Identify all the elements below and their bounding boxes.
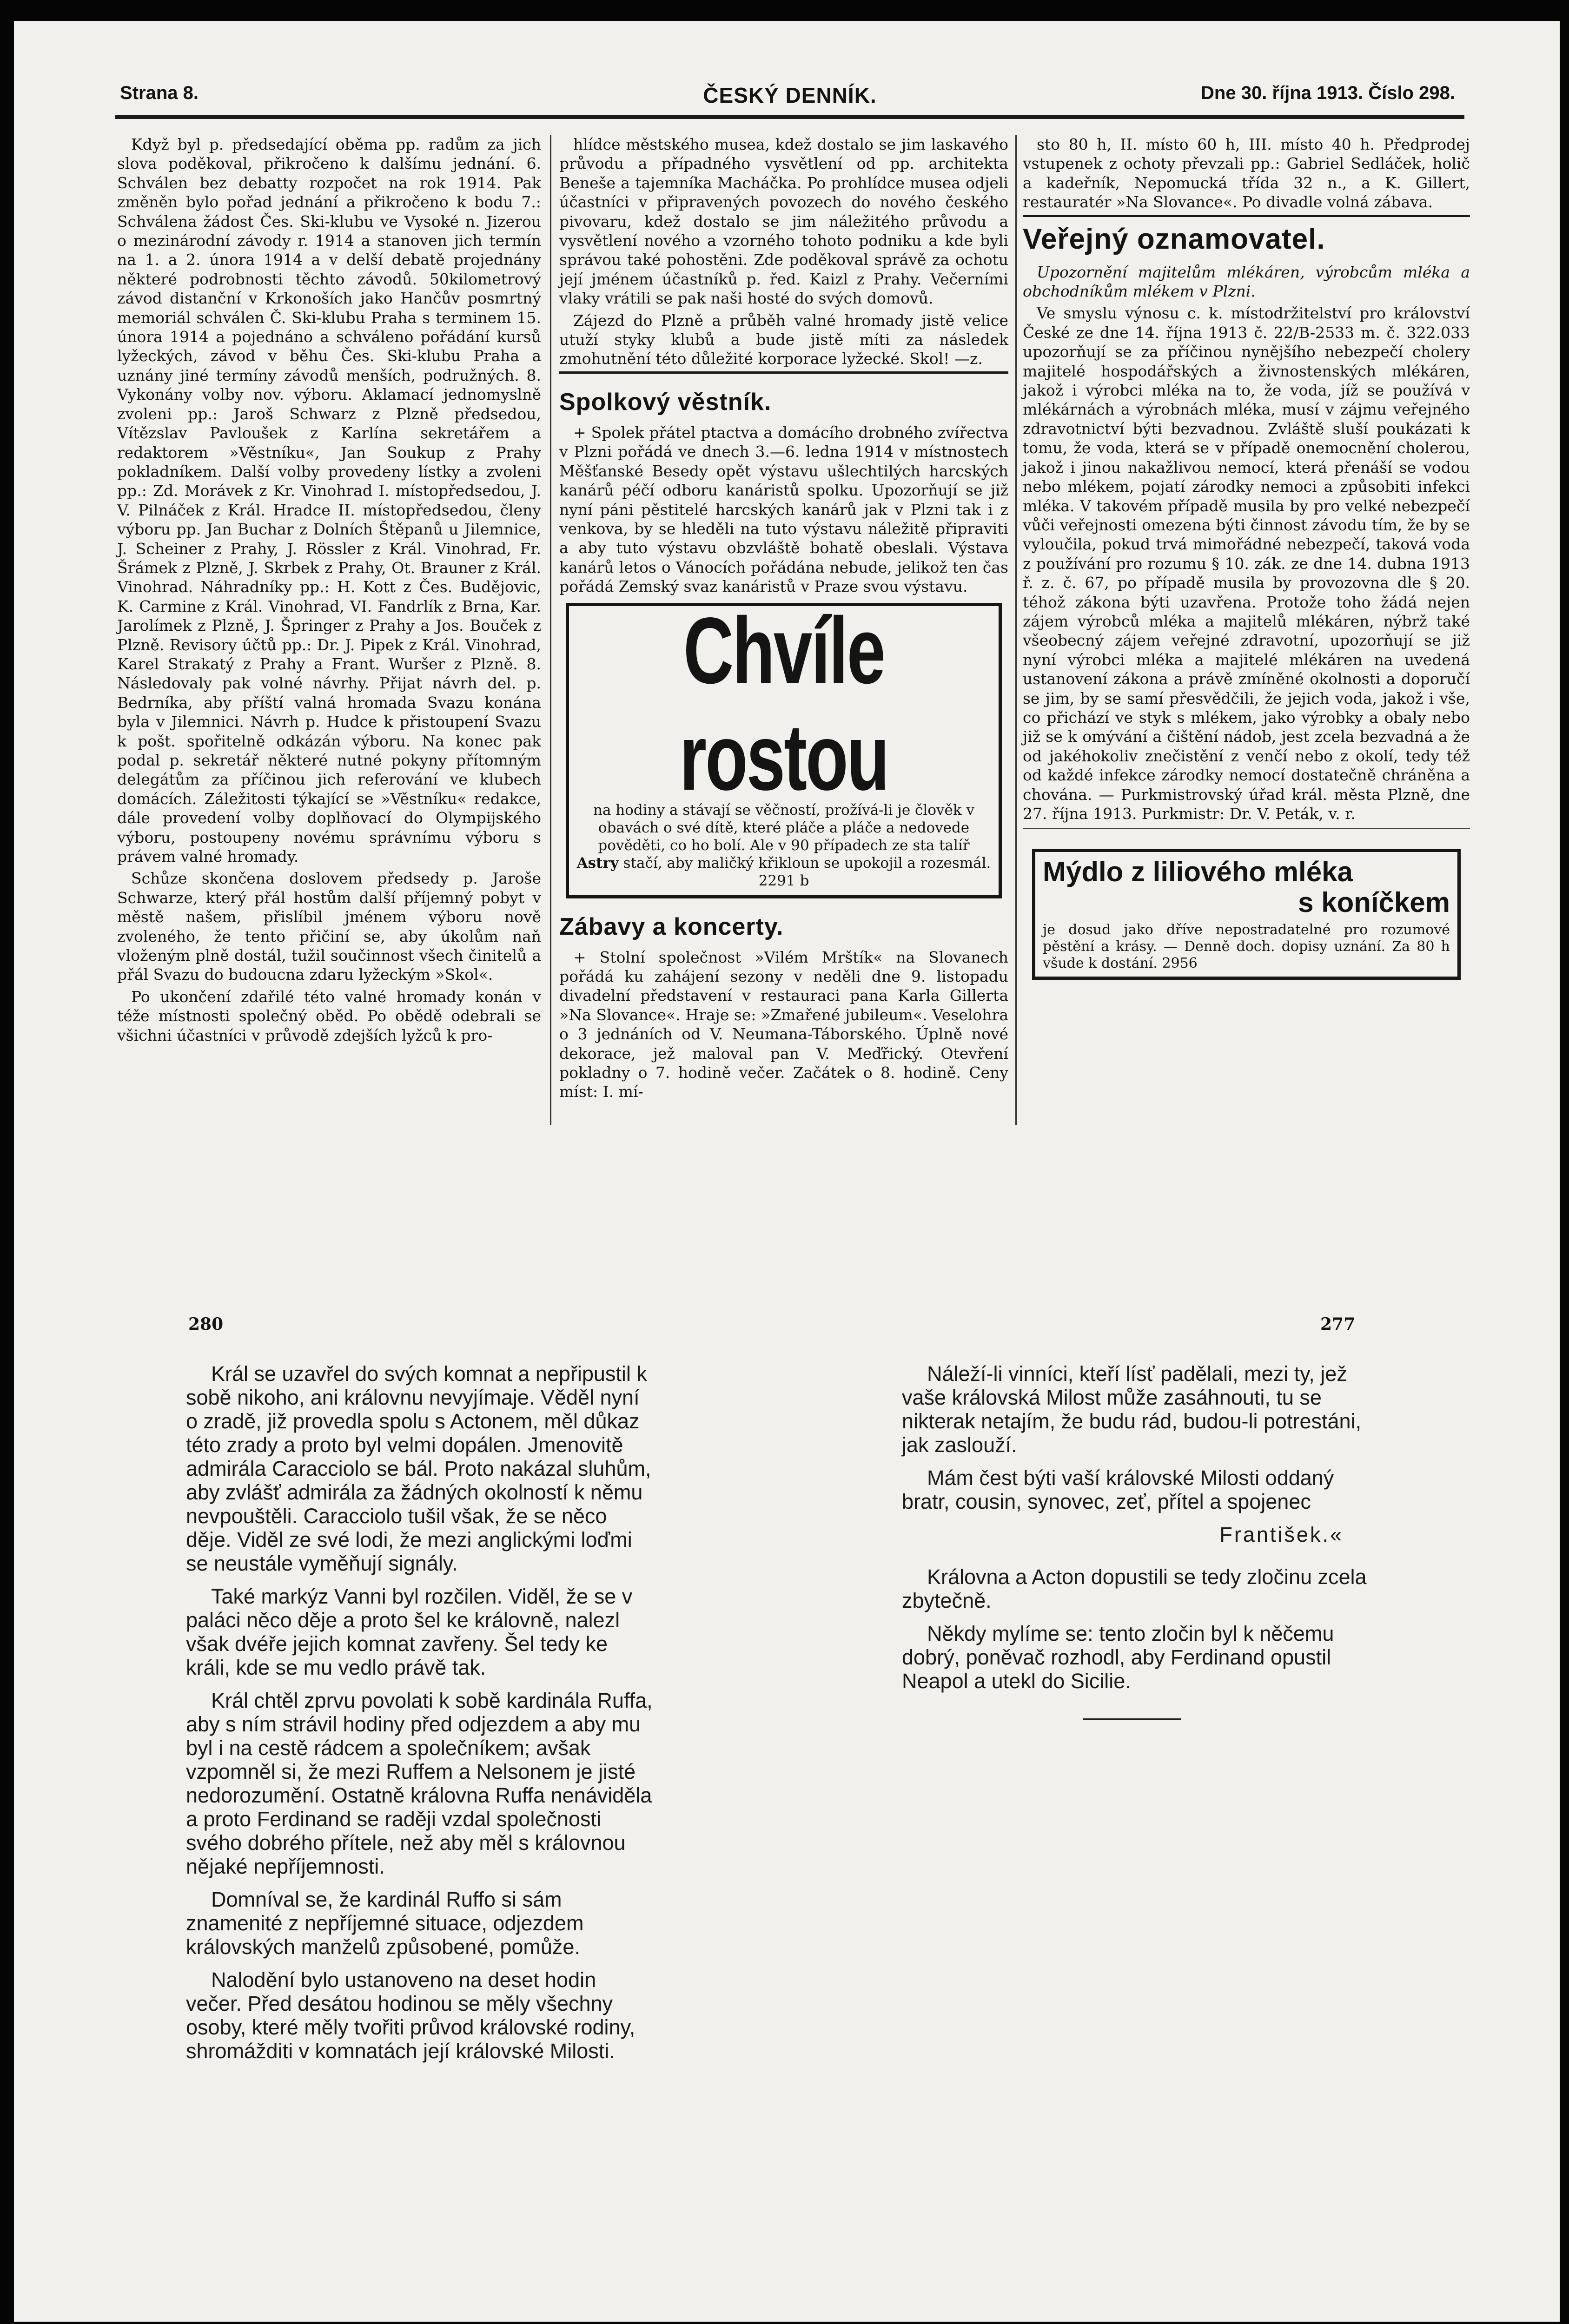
ad-brand: Astry bbox=[576, 854, 619, 872]
article-column-2 bbox=[559, 135, 1008, 1104]
chapter-end-rule bbox=[1083, 1718, 1181, 1720]
book-paragraph: Král chtěl zprvu povolati k sobě kardinála Ruffa, aby s ním strávil hodiny před odjezdem a aby mu byl i na cestě rádcem a společníkem; avšak vzpomněl si, že mezi Ruffem a Nelsonem je jisté nedorozumění. Ostatně královna Ruffa nenáviděla a proto Ferdinand se raději vzdal společnosti svého dobrého přítele, než aby měl s královnou nějaké nepříjemnosti. bbox=[186, 1689, 653, 1878]
column-divider bbox=[550, 135, 551, 1125]
section-rule bbox=[1023, 828, 1470, 829]
section-title-spolkovy-vestnik: Spolkový věstník. bbox=[559, 388, 772, 416]
ad-body bbox=[576, 801, 992, 890]
article-column-3 bbox=[1023, 135, 1470, 984]
header-page-number: Strana 8. bbox=[120, 83, 199, 103]
article-paragraph: Zájezd do Plzně a průběh valné hromady jistě velice utuží styky klubů a bude jistě míti za následek zmohutnění této důležité korporace lyžecké. Skol! —z. bbox=[559, 311, 1008, 368]
article-paragraph: + Stolní společnost »Vilém Mrštík« na Slovanech pořádá ku zahájení sezony v neděli dne 9. listopadu divadelní představení v restauraci pana Karla Gillerta »Na Slovance«. Hraje se: »Zmařené jubileum«. Veselohra o 3 jednáních od V. Neumana-Táborského. Úplně nové dekorace, jež maloval pan V. Meďřický. Otevření pokladny o 7. hodině večer. Začátek o 8. hodině. Ceny míst: I. mí- bbox=[559, 948, 1008, 1101]
section-rule bbox=[559, 371, 1008, 374]
book-page-number-right: 277 bbox=[1320, 1314, 1356, 1334]
article-paragraph: Schůze skončena doslovem předsedy p. Jaroše Schwarze, který přál hostům další příjemný pobyt v městě našem, přislíbil jménem výboru nově zvoleného, že tento přičiní se, aby úkolům naň vloženým plně dostál, tužil součinnost všech činitelů a přál Svazu do budoucna zdaru lyžeckým »Skol«. bbox=[117, 869, 541, 984]
ad-code: 2956 bbox=[1162, 955, 1198, 972]
section-title-zabavy-koncerty: Zábavy a koncerty. bbox=[559, 913, 784, 940]
advertisement-mydlo bbox=[1032, 849, 1461, 980]
header-rule bbox=[115, 115, 1464, 119]
header-newspaper-title: ČESKÝ DENNÍK. bbox=[703, 83, 877, 107]
book-paragraph: Král se uzavřel do svých komnat a nepřipustil k sobě nikoho, ani královnu nevyjímaje. Věděl nyní o zradě, již provedla spolu s Actonem, měl důkaz této zrady a proto byl velmi dopálen. Jmenovitě admirála Caracciolo se bál. Proto nakázal sluhům, aby zvlášť admirála za žádných okolností k němu nevpouštěli. Caracciolo tušil však, že se něco děje. Viděl ze své lodi, že mezi anglickými loďmi se neustále vyměňují signály. bbox=[186, 1362, 651, 1575]
book-paragraph: Královna a Acton dopustili se tedy zločinu zcela zbytečně. bbox=[902, 1565, 1367, 1612]
article-paragraph: + Spolek přátel ptactva a domácího drobného zvířectva v Plzni pořádá ve dnech 3.—6. ledna 1914 v místnostech Měšťanské Besedy opět výstavu ušlechtilých harcských kanárů péčí odboru kanáristů spolku. Upozorňují se již nyní páni pěstitelé harcských kanárů jak v Plzni tak i z venkova, by se hleděli na tuto výstavu náležitě připraviti a aby tuto výstavu obzvláště bohatě obeslali. Výstava kanárů letos o Vánocích pořádána nebude, jelikož ten čas pořádá Zemský svaz kanáristů v Praze svou výstavu. bbox=[559, 423, 1008, 596]
ad-text-part: na hodiny a stávají se věčností, prožívá-li je člověk v obavách o své dítě, které pláče a pláče a nedovede pověděti, co ho bolí. Ale v 90 případech ze sta talíř bbox=[593, 801, 975, 854]
book-paragraph: Někdy mylíme se: tento zločin byl k něčemu dobrý, poněvač rozhodl, aby Ferdinand opustil Neapol a utekl do Sicilie. bbox=[902, 1622, 1334, 1693]
book-page-right bbox=[902, 1362, 1371, 1720]
book-paragraph: Také markýz Vanni byl rozčilen. Viděl, že se v paláci něco děje a proto šel ke královně, nalezl však dvéře jejich komnat zavřeny. Šel tedy ke králi, kde se mu vedlo právě tak. bbox=[186, 1585, 633, 1679]
article-paragraph: sto 80 h, II. místo 60 h, III. místo 40 h. Předprodej vstupenek z ochoty převzali pp.: Gabriel Sedláček, holič a kadeřník, Nepomucká třída 32 n., a K. Gillert, restauratér »Na Slovance«. Po divadle volná zábava. bbox=[1023, 135, 1470, 211]
book-paragraph: Domníval se, že kardinál Ruffo si sám znamenité z nepříjemné situace, odjezdem královských manželů způsobené, pomůže. bbox=[186, 1888, 584, 1959]
letter-signature: František.« bbox=[1219, 1523, 1344, 1546]
book-paragraph: Mám čest býti vaší královské Milosti oddaný bratr, cousin, synovec, zeť, přítel a spojenec bbox=[902, 1466, 1334, 1513]
book-paragraph: Náleží-li vinníci, kteří lísť padělali, mezi ty, jež vaše královská Milost může zasáhnouti, tu se nikterak netajím, že budu rád, budou-li potrestáni, jak zaslouží. bbox=[902, 1362, 1362, 1457]
ad-text-part: stačí, aby maličký křikloun se upokojil a rozesmál. bbox=[623, 854, 991, 872]
ad-code: 2291 b bbox=[758, 872, 809, 889]
ad-headline: Chvíle rostou bbox=[679, 597, 888, 810]
ad-body bbox=[1043, 922, 1450, 972]
ad-text-part: je dosud jako dříve nepostradatelné pro rozumové pěstění a krásy. — Denně doch. dopisy uznání. Za 80 h všude k dostání. bbox=[1043, 922, 1450, 972]
article-paragraph: hlídce městského musea, kdež dostalo se jim laskavého průvodu a případného vysvětlení od pp. architekta Beneše a tajemníka Macháčka. Po prohlídce musea odjeli účastníci v připravených povozech do nového českého pivovaru, kdež dostalo se jim náležitého průvodu a vysvětlení nového a vzorného tohoto podniku a kde byli správou také pohostěni. Zde poděkoval správě za ochotu její jménem účastníků p. řed. Kaizl z Prahy. Večerními vlaky vrátili se pak naši hosté do svých domovů. bbox=[559, 135, 1008, 308]
article-column-1 bbox=[117, 135, 541, 1048]
section-rule bbox=[1023, 215, 1470, 217]
book-paragraph: Nalodění bylo ustanoveno na deset hodin večer. Před desátou hodinou se měly všechny osoby, které měly tvořiti průvod královské rodiny, shromážditi v komnatách její královské Milosti. bbox=[186, 1968, 636, 2063]
book-page-left bbox=[186, 1362, 655, 2072]
page-header bbox=[115, 83, 1464, 115]
notice-body: Ve smyslu výnosu c. k. místodržitelství pro království České ze dne 14. října 1913 č. 22/B-2533 m. č. 322.033 upozorňují se za příčinou nynějšího nebezpečí cholery majitelé hospodářských a živnostenských mlékáren, jakož i výrobci mléka na to, že voda, jíž se používá v mlékárnách a výrobnách mléka, musí v zájmu veřejného zdravotnictví býti bezvadnou. Zvláště sluší poukázati k tomu, že voda, která se v případě onemocnění cholerou, jakož i jinou nakažlivou nemocí, která přenáší se vodou nebo mlékem, pojatí zárodky nemoci a způsobiti infekci mléka. V takovém případě musila by pro velké nebezpečí vůči veřejnosti omezena býti činnost závodu tím, že by se vyloučila, pokud trvá mimořádné nebezpečí, taková voda z používání pro rozumu § 10. zák. ze dne 14. dubna 1913 ř. z. č. 67, po případě musila by provozovna dle § 20. téhož zákona býti uzavřena. Protože toho žádá nejen zájem výrobců mléka a majitelů mlékáren, nýbrž také všeobecný zájem veřejné zdravotní, upozorňují se již nyní výrobci mléka a majitelé mlékáren na uvedená ustanovení zákona a právě zmíněné okolnosti a doporučí se jim, by se samí přesvědčili, že jejich voda, jakož i vše, co přichází ve styk s mlékem, jako výrobky a obaly nebo již se k omývání a čištění nádob, jest zcela bezvadná a že od jakéhokoliv znečistění z venčí nebo z okolí, tedy též od každé infekce zárodky nemocí dostatečně chráněna a chována. — Purkmistrovský úřad král. města Plzně, dne 27. října 1913. Purkmistr: Dr. V. Peták, v. r. bbox=[1023, 304, 1470, 823]
ad-headline: Mýdlo z liliového mléka bbox=[1043, 856, 1353, 888]
notice-lead: Upozornění majitelům mlékáren, výrobcům mléka a obchodníkům mlékem v Plzni. bbox=[1023, 263, 1470, 301]
column-divider bbox=[1015, 135, 1017, 1125]
ad-headline: s koníčkem bbox=[1298, 887, 1450, 918]
advertisement-astry bbox=[566, 597, 1002, 898]
article-paragraph: Když byl p. předsedající oběma pp. radům za jich slova poděkoval, přikročeno k dalšímu jednání. 6. Schválen bez debatty rozpočet na rok 1914. Pak změněn bylo pořad jednání a přikročeno k bodu 7.: Schválena žádost Čes. Ski-klubu ve Vysoké n. Jizerou o mezinárodní závody r. 1914 a stanoven jich termín na 1. a 2. února 1914 a v delší debatě projednány některé podrobnosti těchto závodů. 50kilometrový závod distanční v Krkonoších jako Hančův posmrtný memoriál schválen Č. Ski-klubu Praha s terminem 15. února 1914 a pojednáno a schváleno pořádání kursů lyžeckých, závod v běhu Čes. Ski-klubu Praha a uznány jiné termíny závodů menších, podružných. 8. Vykonány volby nov. výboru. Aklamací jednomyslně zvoleni pp.: Jaroš Schwarz z Plzně předsedou, Vítězslav Pavloušek z Karlína sekretářem a redaktorem »Věstníku«, Jan Soukup z Prahy pokladníkem. Další volby provedeny lístky a zvoleni pp.: Zd. Morávek z Kr. Vinohrad I. místopředsedou, J. V. Pilnáček z Král. Hradce II. místopředsedou, členy výboru pp. Jan Buchar z Dolních Štěpanů u Jilemnice, J. Scheiner z Prahy, J. Rössler z Král. Vinohrad, Fr. Šrámek z Plzně, J. Skrbek z Prahy, Ot. Brauner z Král. Vinohrad. Náhradníky pp.: H. Kott z Čes. Budějovic, K. Carmine z Král. Vinohrad, VI. Fandrlík z Brna, Kar. Jarolímek z Plzně, J. Špringer z Prahy a Jos. Bouček z Plzně. Revisory účtů pp.: Dr. J. Pipek z Král. Vinohrad, Karel Strakatý z Prahy a Frant. Wuršer z Plzně. 8. Následovaly pak volné návrhy. Přijat návrh del. p. Bedrníka, aby příští valná hromada Svazu konána byla v Jilemnici. Návrh p. Hudce k přistoupení Svazu k pošt. spořitelně odkázán výboru. Na konec pak podal p. sekretář některé nutné pokyny přítomným delegátům za příčinou jich referování ve klubech domácích. Záležitosti týkající se »Věstníku« redakce, dále provedení volby doplňovací do Olympijského výboru, postoupeny novému správnímu výboru s právem valné hromady. bbox=[117, 135, 541, 866]
section-title-verejny-oznamovatel: Veřejný oznamovatel. bbox=[1023, 223, 1325, 255]
header-date-issue: Dne 30. října 1913. Číslo 298. bbox=[1201, 83, 1455, 103]
article-paragraph: Po ukončení zdařilé této valné hromady konán v téže místnosti společný oběd. Po obědě odebrali se všichni účastníci v průvodě zdejších lyžců k pro- bbox=[117, 987, 541, 1044]
book-page-number-left: 280 bbox=[188, 1314, 224, 1334]
